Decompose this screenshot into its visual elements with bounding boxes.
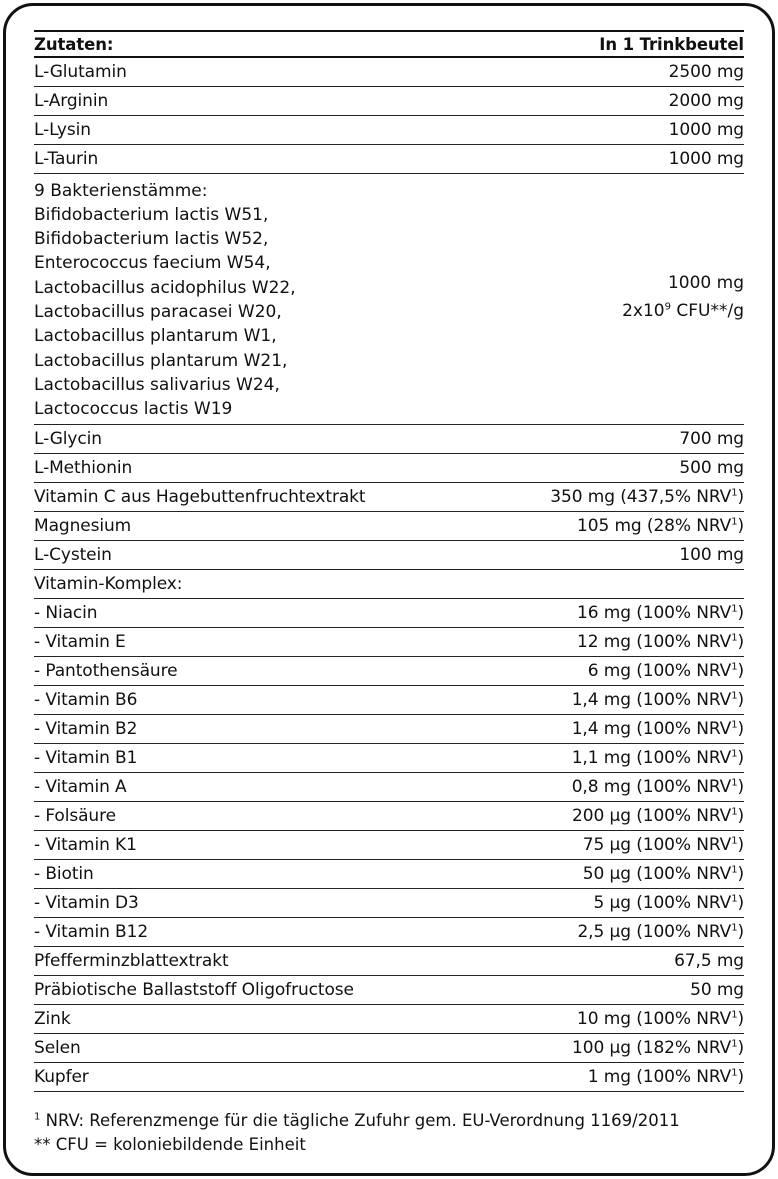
table-row xyxy=(34,541,744,570)
bacteria-strain: Lactobacillus paracasei W20, xyxy=(34,302,282,322)
table-row xyxy=(34,947,744,976)
ingredient-amount xyxy=(588,1067,744,1087)
bacteria-strain: Lactococcus lactis W19 xyxy=(34,399,233,420)
table-header xyxy=(34,30,744,58)
ingredient-name: - Vitamin D3 xyxy=(34,893,139,913)
cfu-unit: CFU**/g xyxy=(670,301,744,321)
cfu-base: 2x10 xyxy=(622,301,665,321)
ingredient-name: - Vitamin A xyxy=(34,777,127,797)
ingredient-amount xyxy=(577,632,744,652)
ingredient-name: L-Lysin xyxy=(34,120,91,140)
ingredient-name: - Folsäure xyxy=(34,806,116,826)
amount-close: ) xyxy=(737,748,744,768)
footnote-cfu: ** CFU = koloniebildende Einheit xyxy=(34,1135,306,1154)
nrv-footnote-marker: 1 xyxy=(731,719,738,731)
amount-text: 1 mg (100% NRV xyxy=(587,1067,732,1087)
ingredient-amount xyxy=(679,545,744,565)
ingredient-amount xyxy=(669,91,744,111)
nrv-footnote-marker: 1 xyxy=(731,806,738,818)
ingredients-table xyxy=(34,30,744,1092)
ingredient-name: Vitamin C aus Hagebuttenfruchtextrakt xyxy=(34,487,366,507)
table-row xyxy=(34,773,744,802)
table-row xyxy=(34,1034,744,1063)
footnotes xyxy=(34,1109,754,1157)
ingredient-amount xyxy=(679,429,744,449)
ingredient-amount xyxy=(669,149,744,169)
bacteria-row xyxy=(34,174,744,425)
header-amount: In 1 Trinkbeutel xyxy=(599,34,744,54)
amount-text: 16 mg (100% NRV xyxy=(577,603,732,623)
ingredient-name: L-Cystein xyxy=(34,545,112,565)
ingredient-amount xyxy=(572,690,744,710)
bacteria-strain: Lactobacillus acidophilus W22, xyxy=(34,277,296,298)
ingredient-amount xyxy=(674,951,744,971)
header-ingredients: Zutaten: xyxy=(34,34,114,54)
nrv-footnote-marker: 1 xyxy=(731,1067,738,1079)
ingredient-name: - Vitamin E xyxy=(34,632,126,652)
table-row xyxy=(34,976,744,1005)
ingredient-amount xyxy=(577,922,744,942)
amount-text: 100 µg (182% NRV xyxy=(572,1038,732,1058)
ingredient-name: L-Methionin xyxy=(34,458,133,478)
bacteria-mg: 1000 mg xyxy=(667,273,744,293)
table-row xyxy=(34,512,744,541)
table-row xyxy=(34,860,744,889)
amount-text: 2,5 µg (100% NRV xyxy=(577,922,732,942)
ingredient-amount xyxy=(583,864,744,884)
amount-text: 1,4 mg (100% NRV xyxy=(571,719,732,739)
amount-text: 50 mg xyxy=(690,980,744,1000)
bacteria-strain: Enterococcus faecium W54, xyxy=(34,253,271,274)
amount-text: 67,5 mg xyxy=(674,951,744,971)
ingredient-name: - Vitamin B6 xyxy=(34,690,138,710)
amount-text: 350 mg (437,5% NRV xyxy=(550,487,732,507)
ingredient-amount xyxy=(669,120,744,140)
bacteria-cfu xyxy=(622,297,744,325)
amount-close: ) xyxy=(737,690,744,710)
amount-text: 1000 mg xyxy=(668,149,744,169)
amount-close: ) xyxy=(737,864,744,884)
amount-text: 1,1 mg (100% NRV xyxy=(571,748,732,768)
ingredient-name: Präbiotische Ballaststoff Oligofructose xyxy=(34,980,354,1000)
footnote-nrv xyxy=(34,1109,754,1133)
ingredient-name: - Niacin xyxy=(34,603,98,623)
ingredient-amount xyxy=(550,487,744,507)
ingredient-amount xyxy=(669,62,744,82)
amount-text: 12 mg (100% NRV xyxy=(577,632,732,652)
table-row xyxy=(34,570,744,599)
table-row xyxy=(34,425,744,454)
amount-text: 105 mg (28% NRV xyxy=(577,516,732,536)
footnote-marker: 1 xyxy=(34,1111,41,1123)
ingredient-amount xyxy=(572,719,744,739)
nrv-footnote-marker: 1 xyxy=(731,1009,738,1021)
amount-text: 10 mg (100% NRV xyxy=(577,1009,732,1029)
amount-text: 1,4 mg (100% NRV xyxy=(571,690,732,710)
amount-close: ) xyxy=(737,661,744,681)
bacteria-title: 9 Bakterienstämme: xyxy=(34,180,208,201)
ingredient-name: Pfefferminzblattextrakt xyxy=(34,951,229,971)
bacteria-strain: Lactobacillus plantarum W1, xyxy=(34,326,277,347)
ingredient-amount xyxy=(577,603,744,623)
table-row xyxy=(34,831,744,860)
bacteria-list xyxy=(34,177,296,422)
ingredient-name: - Vitamin B1 xyxy=(34,748,138,768)
ingredient-name: - Biotin xyxy=(34,864,94,884)
table-row xyxy=(34,116,744,145)
amount-close: ) xyxy=(737,516,744,536)
ingredient-amount xyxy=(577,516,744,536)
amount-close: ) xyxy=(737,806,744,826)
amount-close: ) xyxy=(737,603,744,623)
amount-close: ) xyxy=(737,632,744,652)
nrv-footnote-marker: 1 xyxy=(731,516,738,528)
amount-text: 6 mg (100% NRV xyxy=(587,661,732,681)
table-row xyxy=(34,483,744,512)
amount-close: ) xyxy=(737,719,744,739)
bacteria-strain: Lactobacillus plantarum W21, xyxy=(34,350,288,371)
nrv-footnote-marker: 1 xyxy=(731,864,738,876)
ingredient-name: - Vitamin B12 xyxy=(34,922,149,942)
ingredient-name: Magnesium xyxy=(34,516,132,536)
nrv-footnote-marker: 1 xyxy=(731,632,738,644)
amount-close: ) xyxy=(737,1009,744,1029)
amount-close: ) xyxy=(737,777,744,797)
ingredient-name: - Vitamin B2 xyxy=(34,719,138,739)
amount-text: 200 µg (100% NRV xyxy=(572,806,732,826)
nrv-footnote-marker: 1 xyxy=(731,487,738,499)
amount-close: ) xyxy=(737,1038,744,1058)
bacteria-strain: Bifidobacterium lactis W51, xyxy=(34,204,269,225)
table-row xyxy=(34,889,744,918)
cfu-exponent: 9 xyxy=(664,301,671,313)
nrv-footnote-marker: 1 xyxy=(731,1038,738,1050)
bacteria-strain: Bifidobacterium lactis W52, xyxy=(34,229,269,250)
ingredient-amount xyxy=(690,980,744,1000)
ingredient-name: L-Arginin xyxy=(34,91,109,111)
table-row xyxy=(34,1063,744,1092)
ingredient-amount xyxy=(593,893,744,913)
amount-text: 700 mg xyxy=(679,429,744,449)
ingredient-amount xyxy=(572,748,744,768)
amount-text: 2500 mg xyxy=(668,62,744,82)
amount-text: 100 mg xyxy=(679,545,744,565)
ingredient-amount xyxy=(572,1038,744,1058)
ingredient-amount xyxy=(572,777,744,797)
table-row xyxy=(34,599,744,628)
ingredient-name: Zink xyxy=(34,1009,71,1029)
table-row xyxy=(34,715,744,744)
nrv-footnote-marker: 1 xyxy=(731,690,738,702)
table-row xyxy=(34,1005,744,1034)
nrv-footnote-marker: 1 xyxy=(731,748,738,760)
ingredient-name: - Vitamin K1 xyxy=(34,835,137,855)
amount-close: ) xyxy=(737,835,744,855)
table-row xyxy=(34,58,744,87)
nrv-footnote-marker: 1 xyxy=(731,922,738,934)
amount-text: 0,8 mg (100% NRV xyxy=(571,777,732,797)
footnote-nrv-text: NRV: Referenzmenge für die tägliche Zufuhr gem. EU-Verordnung 1169/2011 xyxy=(40,1111,680,1130)
table-row xyxy=(34,744,744,773)
table-row xyxy=(34,628,744,657)
amount-text: 2000 mg xyxy=(668,91,744,111)
table-row xyxy=(34,802,744,831)
ingredient-amount xyxy=(583,835,744,855)
ingredient-amount xyxy=(572,806,744,826)
table-row xyxy=(34,145,744,174)
amount-close: ) xyxy=(737,893,744,913)
ingredient-amount xyxy=(679,458,744,478)
amount-text: 1000 mg xyxy=(668,120,744,140)
table-row xyxy=(34,87,744,116)
ingredient-amount xyxy=(588,661,744,681)
ingredient-name: Selen xyxy=(34,1038,81,1058)
ingredient-name: Kupfer xyxy=(34,1067,89,1087)
bacteria-amount xyxy=(622,269,744,325)
amount-text: 75 µg (100% NRV xyxy=(582,835,732,855)
ingredient-name: L-Taurin xyxy=(34,149,99,169)
nrv-footnote-marker: 1 xyxy=(731,835,738,847)
bacteria-strain: Lactobacillus salivarius W24, xyxy=(34,374,280,395)
table-row xyxy=(34,657,744,686)
amount-close: ) xyxy=(737,922,744,942)
amount-close: ) xyxy=(737,1067,744,1087)
table-row xyxy=(34,918,744,947)
nrv-footnote-marker: 1 xyxy=(731,893,738,905)
ingredient-name: - Pantothensäure xyxy=(34,661,178,681)
amount-close: ) xyxy=(737,487,744,507)
ingredient-amount xyxy=(577,1009,744,1029)
amount-text: 50 µg (100% NRV xyxy=(582,864,732,884)
amount-text: 5 µg (100% NRV xyxy=(593,893,732,913)
nrv-footnote-marker: 1 xyxy=(731,603,738,615)
amount-text: 500 mg xyxy=(679,458,744,478)
ingredient-name: L-Glycin xyxy=(34,429,102,449)
table-row xyxy=(34,454,744,483)
table-row xyxy=(34,686,744,715)
ingredient-name: L-Glutamin xyxy=(34,62,127,82)
ingredient-name: Vitamin-Komplex: xyxy=(34,574,183,594)
nrv-footnote-marker: 1 xyxy=(731,661,738,673)
nrv-footnote-marker: 1 xyxy=(731,777,738,789)
